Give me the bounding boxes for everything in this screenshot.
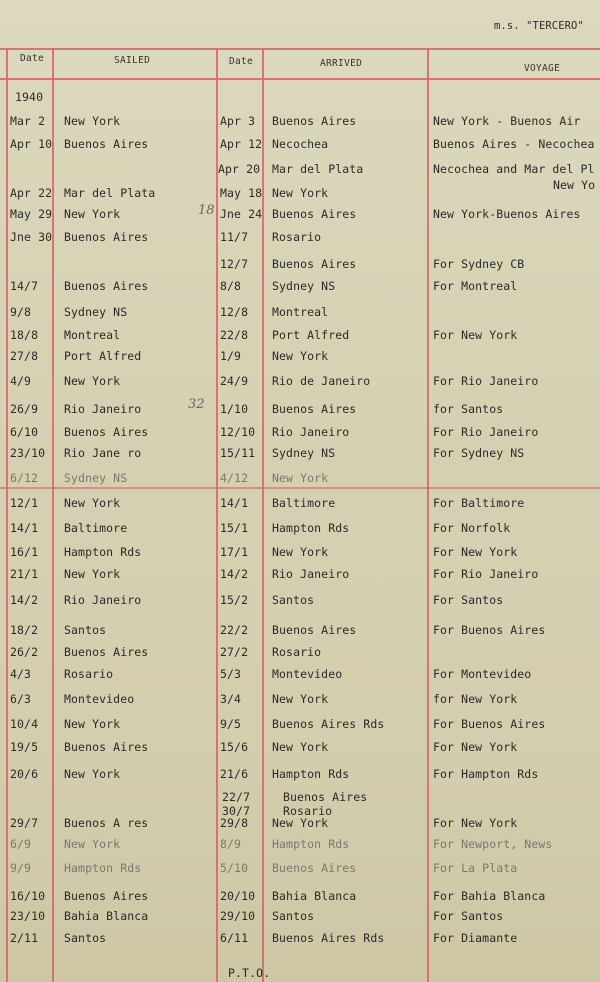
header-voyage: VOYAGE (524, 63, 561, 74)
arrived-port: Port Alfred (272, 328, 350, 342)
voyage: For Sydney NS (433, 446, 525, 460)
sailed-port: New York (64, 374, 121, 388)
voyage: For Santos (433, 593, 504, 607)
arrived-date: 4/12 (220, 471, 249, 485)
mid-rule (0, 487, 600, 489)
arrived-port: Sydney NS (272, 279, 336, 293)
sailed-date: 16/1 (10, 545, 39, 559)
header-bottom-rule (0, 78, 600, 80)
sailed-date: 10/4 (10, 717, 39, 731)
voyage: New York - Buenos Air (433, 114, 581, 128)
header-top-rule (0, 48, 600, 50)
voyage: For Sydney CB (433, 257, 525, 271)
sailed-date: Mar 2 (10, 114, 46, 128)
voyage: Necochea and Mar del Pl (433, 162, 595, 176)
sailed-date: 9/9 (10, 861, 32, 875)
footer-pto: P.T.O. (228, 966, 271, 980)
sailed-port: Santos (64, 931, 107, 945)
arrived-port: New York (272, 740, 329, 754)
sailed-date: 26/2 (10, 645, 39, 659)
arrived-port: New York (272, 816, 329, 830)
arrived-date: 15/11 (220, 446, 256, 460)
sailed-port: Hampton Rds (64, 861, 142, 875)
arrived-date: 12/8 (220, 305, 249, 319)
margin-mark: 32 (188, 397, 205, 412)
voyage: For New York (433, 545, 518, 559)
arrived-port: Necochea (272, 137, 329, 151)
arrived-date: 12/7 (220, 257, 249, 271)
voyage: For Montreal (433, 279, 518, 293)
arrived-port: Buenos Aires (272, 114, 357, 128)
arrived-port: Rio Janeiro (272, 425, 350, 439)
arrived-date: 21/6 (220, 767, 249, 781)
voyage: Buenos Aires - Necochea (433, 137, 595, 151)
arrived-port: Buenos Aires Rds (272, 717, 385, 731)
voyage: For Newport, News (433, 837, 553, 851)
voyage: For Diamante (433, 931, 518, 945)
sailed-date: Apr 22 (10, 186, 53, 200)
sailed-date: 14/2 (10, 593, 39, 607)
sailed-date: Jne 30 (10, 230, 53, 244)
arrived-port: Buenos Aires (283, 790, 368, 804)
arrived-date: Apr 3 (220, 114, 256, 128)
sailed-port: New York (64, 114, 121, 128)
arrived-port: New York (272, 692, 329, 706)
column-rule (427, 48, 429, 982)
arrived-date: 14/2 (220, 567, 249, 581)
arrived-port: Bahia Blanca (272, 889, 357, 903)
sailed-port: Santos (64, 623, 107, 637)
header-sailed-date: Date (20, 53, 45, 64)
sailed-date: 29/7 (10, 816, 39, 830)
arrived-port: Montreal (272, 305, 329, 319)
arrived-date: 3/4 (220, 692, 242, 706)
vessel-name: m.s. "TERCERO" (494, 20, 584, 32)
arrived-port: Santos (272, 909, 315, 923)
voyage: For Bahia Blanca (433, 889, 546, 903)
sailed-date: 6/10 (10, 425, 39, 439)
sailed-port: Montreal (64, 328, 121, 342)
arrived-date: 1/9 (220, 349, 242, 363)
arrived-date: 15/6 (220, 740, 249, 754)
sailed-port: Sydney NS (64, 471, 128, 485)
voyage: for New York (433, 692, 518, 706)
arrived-date: 14/1 (220, 496, 249, 510)
arrived-port: Sydney NS (272, 446, 336, 460)
arrived-date: 17/1 (220, 545, 249, 559)
arrived-date: 30/7 (222, 804, 251, 818)
voyage: For Montevideo (433, 667, 532, 681)
arrived-date: Jne 24 (220, 207, 263, 221)
arrived-date: 6/11 (220, 931, 249, 945)
arrived-date: 1/10 (220, 402, 249, 416)
arrived-date: 5/3 (220, 667, 242, 681)
sailed-date: 12/1 (10, 496, 39, 510)
arrived-date: 22/2 (220, 623, 249, 637)
sailed-port: New York (64, 767, 121, 781)
sailed-date: 2/11 (10, 931, 39, 945)
arrived-date: 27/2 (220, 645, 249, 659)
voyage: For New York (433, 740, 518, 754)
sailed-date: 23/10 (10, 909, 46, 923)
sailed-port: Mar del Plata (64, 186, 156, 200)
sailed-date: 14/7 (10, 279, 39, 293)
sailed-date: 19/5 (10, 740, 39, 754)
arrived-port: Mar del Plata (272, 162, 364, 176)
sailed-port: Buenos Aires (64, 645, 149, 659)
sailed-date: 18/2 (10, 623, 39, 637)
sailed-port: Montevideo (64, 692, 135, 706)
arrived-port: Buenos Aires (272, 402, 357, 416)
voyage: For Santos (433, 909, 504, 923)
arrived-port: Hampton Rds (272, 837, 350, 851)
sailed-port: Sydney NS (64, 305, 128, 319)
arrived-port: Rio de Janeiro (272, 374, 371, 388)
arrived-port: Rio Janeiro (272, 567, 350, 581)
sailed-date: May 29 (10, 207, 53, 221)
sailed-date: 6/12 (10, 471, 39, 485)
sailed-date: 6/3 (10, 692, 32, 706)
sailed-port: Buenos Aires (64, 425, 149, 439)
header-sailed: SAILED (114, 55, 151, 66)
column-rule (216, 48, 218, 982)
arrived-port: Hampton Rds (272, 767, 350, 781)
margin-mark: 18 (198, 203, 215, 218)
arrived-date: Apr 20 (218, 162, 261, 176)
sailed-port: Buenos A res (64, 816, 149, 830)
sailed-port: Buenos Aires (64, 740, 149, 754)
arrived-port: New York (272, 186, 329, 200)
sailed-date: 16/10 (10, 889, 46, 903)
sailed-port: Rosario (64, 667, 114, 681)
sailed-date: 4/9 (10, 374, 32, 388)
arrived-port: Buenos Aires (272, 257, 357, 271)
sailed-date: 18/8 (10, 328, 39, 342)
arrived-port: Buenos Aires (272, 623, 357, 637)
arrived-date: 5/10 (220, 861, 249, 875)
header-arrived: ARRIVED (320, 58, 363, 69)
voyage: For Baltimore (433, 496, 525, 510)
arrived-date: May 18 (220, 186, 263, 200)
arrived-date: 9/5 (220, 717, 242, 731)
voyage: New Yo (553, 178, 596, 192)
arrived-port: Baltimore (272, 496, 336, 510)
arrived-port: Rosario (283, 804, 333, 818)
sailed-date: 14/1 (10, 521, 39, 535)
arrived-date: 11/7 (220, 230, 249, 244)
arrived-date: 20/10 (220, 889, 256, 903)
voyage: For Rio Janeiro (433, 425, 539, 439)
sailed-date: 6/9 (10, 837, 32, 851)
year-label: 1940 (15, 90, 44, 104)
sailed-date: 9/8 (10, 305, 32, 319)
sailed-port: New York (64, 567, 121, 581)
voyage: For Rio Janeiro (433, 374, 539, 388)
voyage: New York-Buenos Aires (433, 207, 581, 221)
sailed-date: 4/3 (10, 667, 32, 681)
arrived-date: 8/8 (220, 279, 242, 293)
voyage: For Rio Janeiro (433, 567, 539, 581)
arrived-port: New York (272, 471, 329, 485)
sailed-date: 23/10 (10, 446, 46, 460)
voyage: For Hampton Rds (433, 767, 539, 781)
voyage: For La Plata (433, 861, 518, 875)
sailed-port: Buenos Aires (64, 889, 149, 903)
arrived-date: 8/9 (220, 837, 242, 851)
sailed-port: New York (64, 717, 121, 731)
voyage: for Santos (433, 402, 504, 416)
sailed-port: New York (64, 837, 121, 851)
sailed-port: New York (64, 496, 121, 510)
sailed-port: Buenos Aires (64, 279, 149, 293)
sailed-date: 20/6 (10, 767, 39, 781)
arrived-date: 15/2 (220, 593, 249, 607)
sailed-port: Buenos Aires (64, 230, 149, 244)
arrived-date: 22/7 (222, 790, 251, 804)
arrived-port: New York (272, 545, 329, 559)
arrived-date: Apr 12 (220, 137, 263, 151)
sailed-port: Rio Janeiro (64, 402, 142, 416)
sailed-port: Port Alfred (64, 349, 142, 363)
sailed-date: 27/8 (10, 349, 39, 363)
sailed-port: Rio Janeiro (64, 593, 142, 607)
voyage: For New York (433, 816, 518, 830)
column-rule (262, 48, 264, 982)
column-rule (6, 48, 8, 982)
arrived-date: 29/10 (220, 909, 256, 923)
sailed-port: Bahia Blanca (64, 909, 149, 923)
sailed-date: 26/9 (10, 402, 39, 416)
arrived-date: 15/1 (220, 521, 249, 535)
arrived-port: Rosario (272, 230, 322, 244)
column-rule (52, 48, 54, 982)
arrived-port: Santos (272, 593, 315, 607)
sailed-port: Hampton Rds (64, 545, 142, 559)
sailed-port: Baltimore (64, 521, 128, 535)
voyage: For Norfolk (433, 521, 511, 535)
arrived-port: Buenos Aires (272, 861, 357, 875)
voyage: For Buenos Aires (433, 623, 546, 637)
arrived-port: Rosario (272, 645, 322, 659)
sailed-port: Rio Jane ro (64, 446, 142, 460)
arrived-date: 24/9 (220, 374, 249, 388)
sailed-date: 21/1 (10, 567, 39, 581)
arrived-port: Buenos Aires (272, 207, 357, 221)
sailed-date: Apr 10 (10, 137, 53, 151)
arrived-date: 29/8 (220, 816, 249, 830)
voyage: For New York (433, 328, 518, 342)
voyage: For Buenos Aires (433, 717, 546, 731)
arrived-port: Hampton Rds (272, 521, 350, 535)
arrived-port: New York (272, 349, 329, 363)
arrived-date: 12/10 (220, 425, 256, 439)
arrived-port: Montevideo (272, 667, 343, 681)
arrived-port: Buenos Aires Rds (272, 931, 385, 945)
sailed-port: Buenos Aires (64, 137, 149, 151)
sailed-port: New York (64, 207, 121, 221)
arrived-date: 22/8 (220, 328, 249, 342)
header-arrived-date: Date (229, 56, 254, 67)
